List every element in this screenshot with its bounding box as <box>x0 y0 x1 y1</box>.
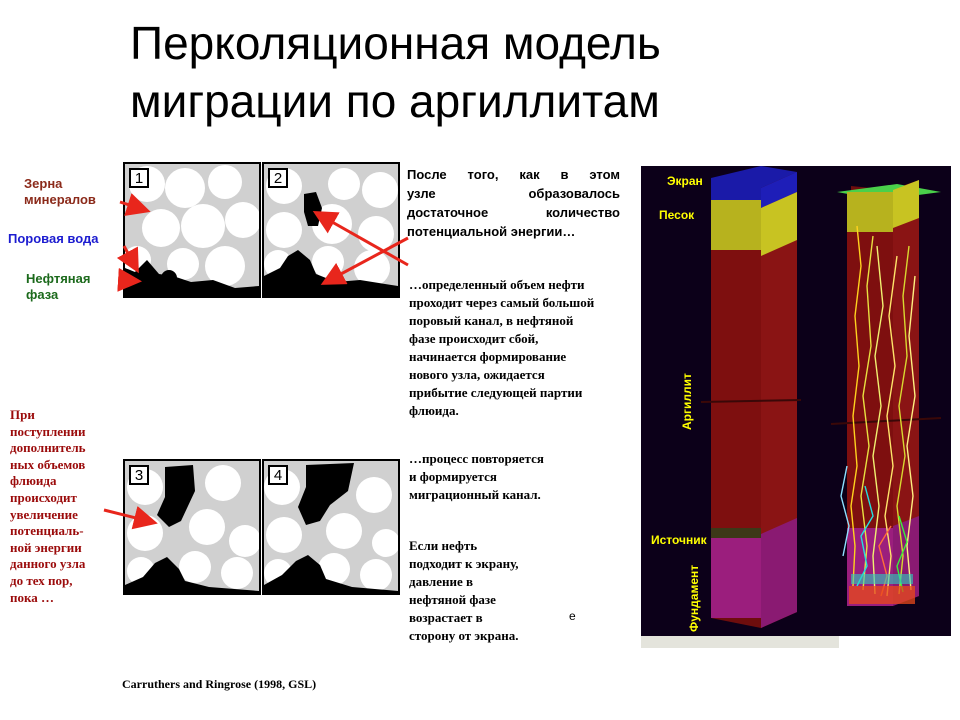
oil-label-line-2: фаза <box>26 287 59 302</box>
arrow-oil-phase <box>120 280 136 281</box>
text-4-line-1: Если нефть <box>409 538 478 553</box>
label-screen: Экран <box>667 174 703 188</box>
label-sand: Песок <box>659 208 695 222</box>
note-line-6: происходит <box>10 489 77 505</box>
title-line-2: миграции по аргиллитам <box>130 75 660 127</box>
grains-label-line-1: Зерна <box>24 176 63 191</box>
text-3-line-1: …процесс повторяется <box>409 451 544 466</box>
panel-number-4: 4 <box>268 465 288 485</box>
migration-model-figure <box>641 166 951 636</box>
note-line-4: ных объемов <box>10 456 86 472</box>
text-2-line-7: прибытие следующей партии <box>409 385 583 400</box>
text-2-line-1: …определенный объем нефти <box>409 277 585 292</box>
model-bottom-strip <box>641 636 839 648</box>
pore-water-label: Поровая вода <box>8 231 99 246</box>
citation: Carruthers and Ringrose (1998, GSL) <box>122 677 317 691</box>
text-4-line-3: давление в <box>409 574 474 589</box>
text-3-line-2: и формируется <box>409 469 497 484</box>
text-1-line-1: После того, как в этом <box>407 167 620 182</box>
grains-label-line-2: минералов <box>24 192 96 207</box>
text-4-line-6: сторону от экрана. <box>409 628 519 643</box>
text-1-line-2: узле образовалось <box>407 186 620 201</box>
text-1-line-4: потенциальной энергии… <box>407 224 576 239</box>
note-line-3: дополнитель <box>10 440 86 456</box>
text-2-line-6: нового узла, ожидается <box>409 367 545 382</box>
left-note <box>10 407 120 606</box>
text-2-line-5: начинается формирование <box>409 349 567 364</box>
note-line-1: При <box>10 407 35 422</box>
text-block-1 <box>407 165 620 241</box>
text-block-2 <box>409 276 639 420</box>
note-line-10: данного узла <box>10 556 86 572</box>
arrow-node <box>318 214 408 265</box>
stray-character: е <box>569 609 576 623</box>
arrow-pore-water <box>124 246 136 268</box>
text-block-4 <box>409 537 579 645</box>
note-line-8: потенциаль- <box>10 523 84 539</box>
note-line-9: ной энергии <box>10 539 82 555</box>
arrow-channel <box>326 238 408 282</box>
text-2-line-4: фазе происходит сбой, <box>409 331 539 346</box>
title-line-1: Перколяционная модель <box>130 17 661 69</box>
note-line-2: поступлении <box>10 423 86 439</box>
text-2-line-2: проходит через самый большой <box>409 295 595 310</box>
arrow-grains <box>120 202 145 210</box>
text-3-line-3: миграционный канал. <box>409 487 541 502</box>
panel-number-2: 2 <box>268 168 288 188</box>
label-argillite: Аргиллит <box>680 373 694 430</box>
text-4-line-4: нефтяной фазе <box>409 592 496 607</box>
panel-number-1: 1 <box>129 168 149 188</box>
note-line-7: увеличение <box>10 506 78 522</box>
text-4-line-5: возрастает в <box>409 610 483 625</box>
note-line-12: пока … <box>10 589 55 605</box>
panel-number-3: 3 <box>129 465 149 485</box>
text-block-3 <box>409 450 609 504</box>
oil-label-line-1: Нефтяная <box>26 271 91 286</box>
note-line-11: до тех пор, <box>10 572 73 588</box>
note-line-5: флюида <box>10 473 57 489</box>
label-foundation: Фундамент <box>687 564 701 632</box>
text-2-line-3: поровый канал, в нефтяной <box>409 313 574 328</box>
text-4-line-2: подходит к экрану, <box>409 556 519 571</box>
label-source: Источник <box>651 533 707 547</box>
text-1-line-3: достаточное количество <box>407 205 620 220</box>
text-2-line-8: флюида. <box>409 403 459 418</box>
